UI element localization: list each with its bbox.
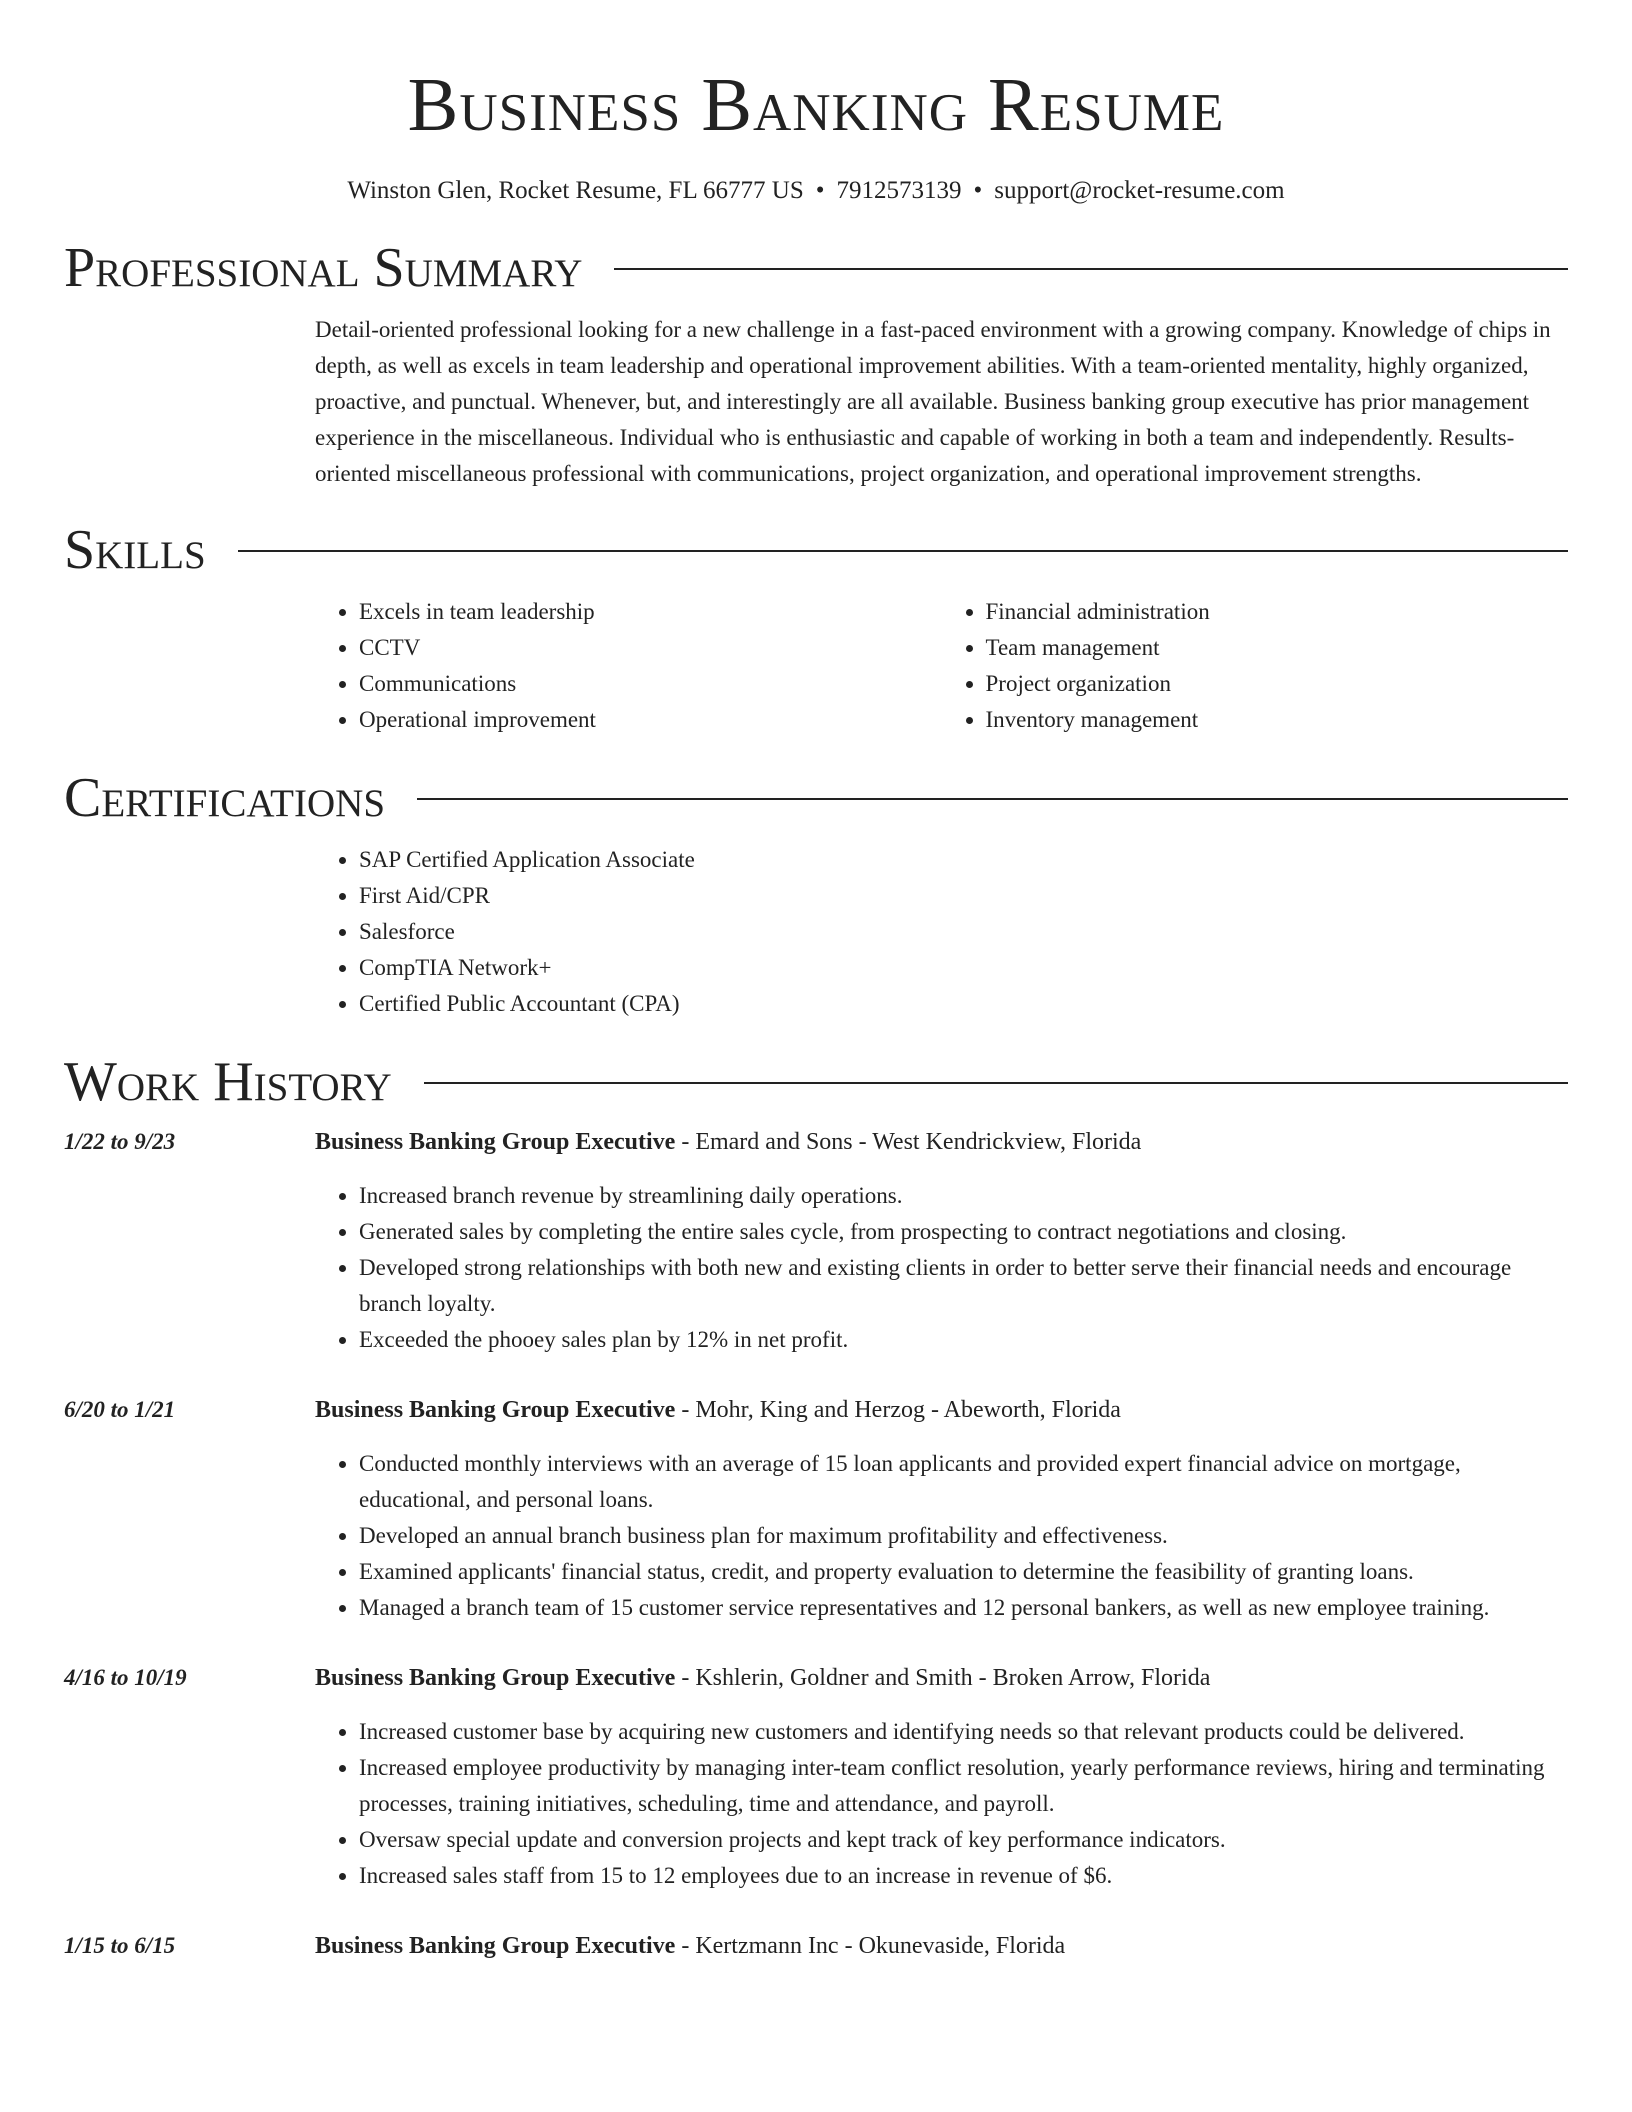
certification-item: • SAP Certified Application Associate [359,842,1568,878]
summary-section-header [64,238,1568,298]
section-divider [614,268,1568,270]
job-header [315,1392,1568,1428]
job-entry [64,1660,1568,1894]
job-content [315,1392,1568,1626]
summary-text: Detail-oriented professional looking for a new challenge in a fast-paced environment with a growing company. Knowledge of chips in depth, as well as excels in team leadership and operational improvement abilities. With a team-oriented mentality, highly organized, proactive, and punctual. Whenever, but, and interestingly are all available. Business banking group executive has prior management experience in the miscellaneous. Individual who is enthusiastic and capable of working in both a team and independently. Results-oriented miscellaneous professional with communications, project organization, and operational improvement strengths. [315,317,1551,486]
job-dates: 6/20 to 1/21 [64,1397,176,1422]
job-bullet: • Managed a branch team of 15 customer service representatives and 12 personal bankers, as well as new employee training. [359,1590,1568,1626]
skills-section-header [64,520,1568,580]
job-bullet: • Examined applicants' financial status, credit, and property evaluation to determine the feasibility of granting loans. [359,1554,1568,1590]
certifications-section-header [64,768,1568,828]
job-employer-location: - Kshlerin, Goldner and Smith - Broken Arrow, Florida [675,1665,1211,1691]
job-bullet: • Developed strong relationships with both new and existing clients in order to better serve their financial needs and encourage branch loyalty. [359,1250,1568,1322]
certification-item: • First Aid/CPR [359,878,1568,914]
skills-heading: Skills [64,519,206,581]
job-title: Business Banking Group Executive [315,1129,676,1155]
skill-item: • Communications [359,666,942,702]
work-history-section-header [64,1052,1568,1112]
job-bullet: • Conducted monthly interviews with an average of 15 loan applicants and provided expert financial advice on mortgage, educational, and personal loans. [359,1446,1568,1518]
skills-list-left [315,594,942,738]
certifications-list [315,842,1568,1022]
skill-item: • Team management [986,630,1569,666]
job-title: Business Banking Group Executive [315,1397,676,1423]
contact-separator: • [815,177,825,204]
work-history-heading: Work History [64,1051,392,1113]
certification-item: • Salesforce [359,914,1568,950]
summary-block [315,312,1568,492]
job-bullet: • Increased sales staff from 15 to 12 employees due to an increase in revenue of $6. [359,1858,1568,1894]
job-title: Business Banking Group Executive [315,1665,676,1691]
certifications-heading: Certifications [64,767,386,829]
job-entry [64,1928,1568,1964]
section-divider [417,798,1568,800]
section-divider [424,1082,1568,1084]
contact-address: Winston Glen, Rocket Resume, FL 66777 US [347,177,804,204]
section-divider [238,550,1568,552]
job-content [315,1660,1568,1894]
job-bullet: • Developed an annual branch business plan for maximum profitability and effectiveness. [359,1518,1568,1554]
job-bullet: • Increased employee productivity by managing inter-team conflict resolution, yearly performance reviews, hiring and terminating processes, training initiatives, scheduling, time and attendance, and payroll. [359,1750,1568,1822]
job-header [315,1928,1568,1964]
resume-page [64,0,1568,1964]
job-title: Business Banking Group Executive [315,1933,676,1959]
job-bullet: • Increased branch revenue by streamlining daily operations. [359,1178,1568,1214]
resume-title: Business Banking Resume [407,63,1225,147]
certifications-block [315,842,1568,1022]
skill-item: • Operational improvement [359,702,942,738]
job-bullets [315,1446,1568,1626]
summary-heading: Professional Summary [64,237,583,299]
job-bullet: • Oversaw special update and conversion projects and kept track of key performance indicators. [359,1822,1568,1858]
certification-item: • Certified Public Accountant (CPA) [359,986,1568,1022]
contact-line [64,174,1568,208]
skill-item: • CCTV [359,630,942,666]
skills-grid [315,594,1568,738]
job-bullet: • Generated sales by completing the entire sales cycle, from prospecting to contract negotiations and closing. [359,1214,1568,1250]
job-entry [64,1124,1568,1358]
job-dates: 1/22 to 9/23 [64,1129,176,1154]
skills-list-right [942,594,1569,738]
skill-item: • Inventory management [986,702,1569,738]
job-employer-location: - Emard and Sons - West Kendrickview, Florida [675,1129,1142,1155]
contact-phone: 7912573139 [836,177,962,204]
job-bullets [315,1178,1568,1358]
job-dates: 4/16 to 10/19 [64,1665,187,1690]
job-entry [64,1392,1568,1626]
job-header [315,1660,1568,1696]
contact-separator: • [973,177,983,204]
job-bullets [315,1714,1568,1894]
skill-item: • Financial administration [986,594,1569,630]
skill-item: • Excels in team leadership [359,594,942,630]
job-bullet: • Increased customer base by acquiring new customers and identifying needs so that relevant products could be delivered. [359,1714,1568,1750]
job-content [315,1124,1568,1358]
contact-email[interactable]: support@rocket-resume.com [994,177,1285,204]
job-content [315,1928,1568,1964]
job-employer-location: - Kertzmann Inc - Okunevaside, Florida [675,1933,1066,1959]
job-dates: 1/15 to 6/15 [64,1933,176,1958]
skill-item: • Project organization [986,666,1569,702]
certification-item: • CompTIA Network+ [359,950,1568,986]
job-employer-location: - Mohr, King and Herzog - Abeworth, Florida [675,1397,1121,1423]
job-header [315,1124,1568,1160]
job-bullet: • Exceeded the phooey sales plan by 12% in net profit. [359,1322,1568,1358]
